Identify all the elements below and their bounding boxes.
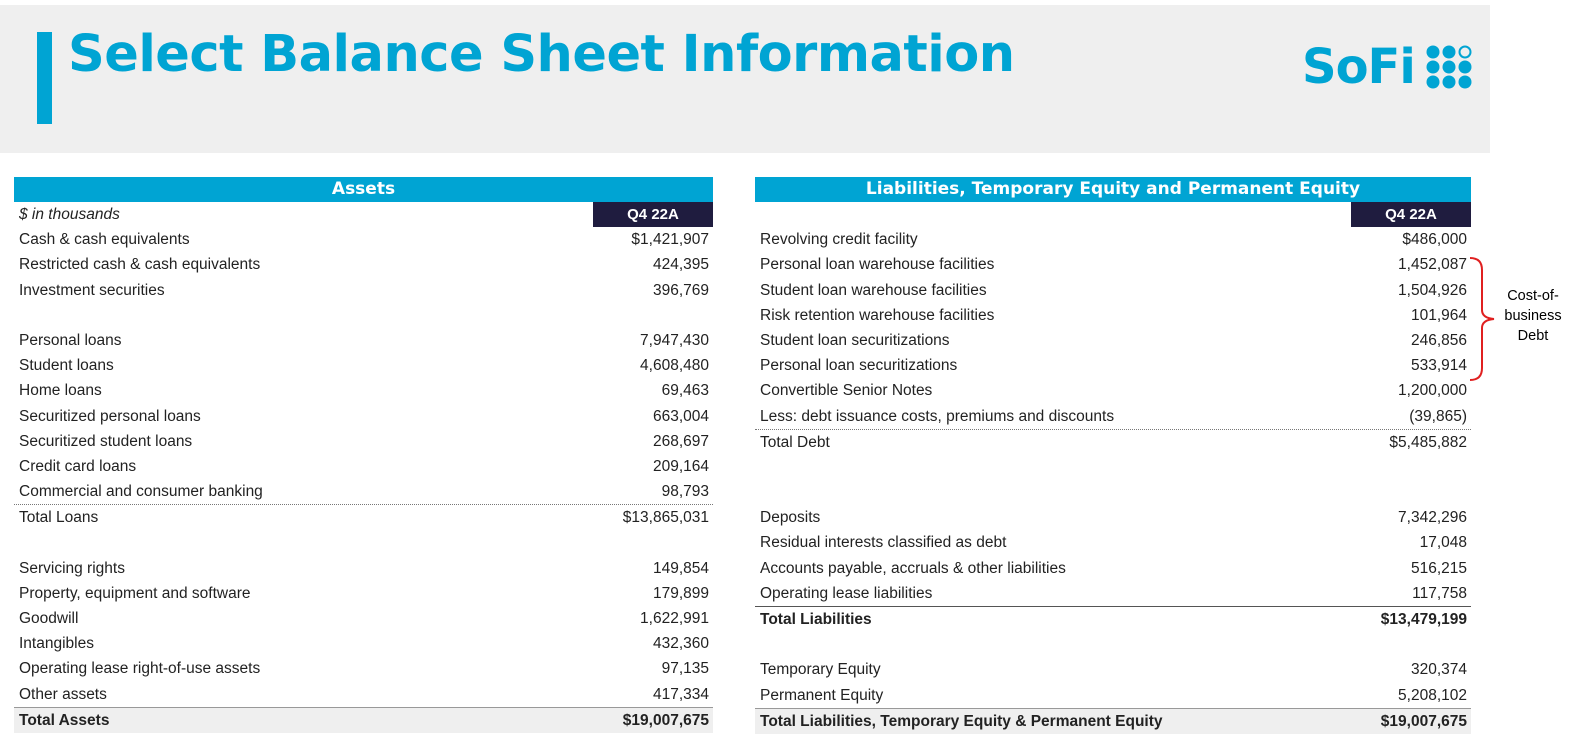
table-row: Accounts payable, accruals & other liabilities 516,215 — [760, 559, 1467, 577]
table-row: Operating lease liabilities 117,758 — [755, 581, 1471, 607]
note-line-3: Debt — [1517, 328, 1549, 344]
assets-panel — [14, 177, 713, 733]
table-row: Credit card loans 209,164 — [19, 457, 709, 475]
table-row: Risk retention warehouse facilities 101,964 — [760, 306, 1467, 324]
cost-of-business-debt-note — [1500, 286, 1566, 346]
bracket-icon — [1460, 256, 1496, 382]
table-row: Home loans 69,463 — [19, 382, 709, 400]
assets-unit-row — [14, 202, 713, 227]
table-row: Permanent Equity 5,208,102 — [760, 686, 1467, 704]
subtotal-row: Total Loans $13,865,031 — [19, 509, 709, 527]
assets-header: Assets — [14, 177, 713, 202]
table-row: Personal loans 7,947,430 — [19, 331, 709, 349]
page-title: Select Balance Sheet Information — [68, 25, 1015, 84]
liabilities-panel — [755, 177, 1471, 734]
table-row: Securitized personal loans 663,004 — [19, 407, 709, 425]
table-row: Student loan warehouse facilities 1,504,926 — [760, 281, 1467, 299]
table-row: Commercial and consumer banking 98,793 — [14, 479, 713, 505]
spacer-row — [14, 303, 713, 328]
table-row: Personal loan warehouse facilities 1,452,087 — [760, 256, 1467, 274]
note-line-2: business — [1504, 308, 1562, 324]
liabilities-unit-row — [755, 202, 1471, 227]
table-row: Intangibles 432,360 — [19, 635, 709, 653]
liabilities-header: Liabilities, Temporary Equity and Permanent Equity — [755, 177, 1471, 202]
logo-wordmark: SoFi — [1302, 39, 1415, 95]
spacer-row — [755, 455, 1471, 480]
total-liabilities-equity-row: Total Liabilities, Temporary Equity & Permanent Equity $19,007,675 — [755, 708, 1471, 734]
unit-label: $ in thousands — [19, 206, 120, 223]
table-row: Restricted cash & cash equivalents 424,395 — [19, 256, 709, 274]
table-row: Property, equipment and software 179,899 — [19, 584, 709, 602]
spacer-row — [755, 480, 1471, 505]
sofi-logo — [1302, 39, 1473, 95]
assets-period-badge: Q4 22A — [593, 202, 713, 227]
spacer-row — [14, 530, 713, 555]
table-row: Residual interests classified as debt 17,048 — [760, 534, 1467, 552]
table-row: Securitized student loans 268,697 — [19, 432, 709, 450]
liabilities-period-badge: Q4 22A — [1351, 202, 1471, 227]
table-row: Investment securities 396,769 — [19, 281, 709, 299]
spacer-row — [755, 632, 1471, 657]
table-row: Servicing rights 149,854 — [19, 559, 709, 577]
table-row: Convertible Senior Notes 1,200,000 — [760, 382, 1467, 400]
table-row: Goodwill 1,622,991 — [19, 610, 709, 627]
header-banner — [0, 5, 1490, 153]
table-row: Deposits 7,342,296 — [760, 509, 1467, 527]
table-row: Student loans 4,608,480 — [19, 357, 709, 375]
table-row: Temporary Equity 320,374 — [760, 661, 1467, 679]
table-row: Operating lease right-of-use assets 97,135 — [19, 660, 709, 678]
title-accent-bar — [37, 32, 52, 124]
subtotal-row: Total Debt $5,485,882 — [760, 433, 1467, 451]
table-row: Personal loan securitizations 533,914 — [760, 357, 1467, 375]
total-liabilities-row: Total Liabilities $13,479,199 — [760, 611, 1467, 628]
table-row: Student loan securitizations 246,856 — [760, 331, 1467, 349]
table-row: Revolving credit facility $486,000 — [760, 231, 1467, 249]
total-assets-row: Total Assets $19,007,675 — [14, 707, 713, 733]
table-row: Cash & cash equivalents $1,421,907 — [19, 231, 709, 249]
table-row: Other assets 417,334 — [19, 685, 709, 703]
logo-dots-icon — [1425, 44, 1473, 90]
table-row: Less: debt issuance costs, premiums and discounts (39,865) — [755, 404, 1471, 430]
note-line-1: Cost-of- — [1507, 288, 1559, 304]
